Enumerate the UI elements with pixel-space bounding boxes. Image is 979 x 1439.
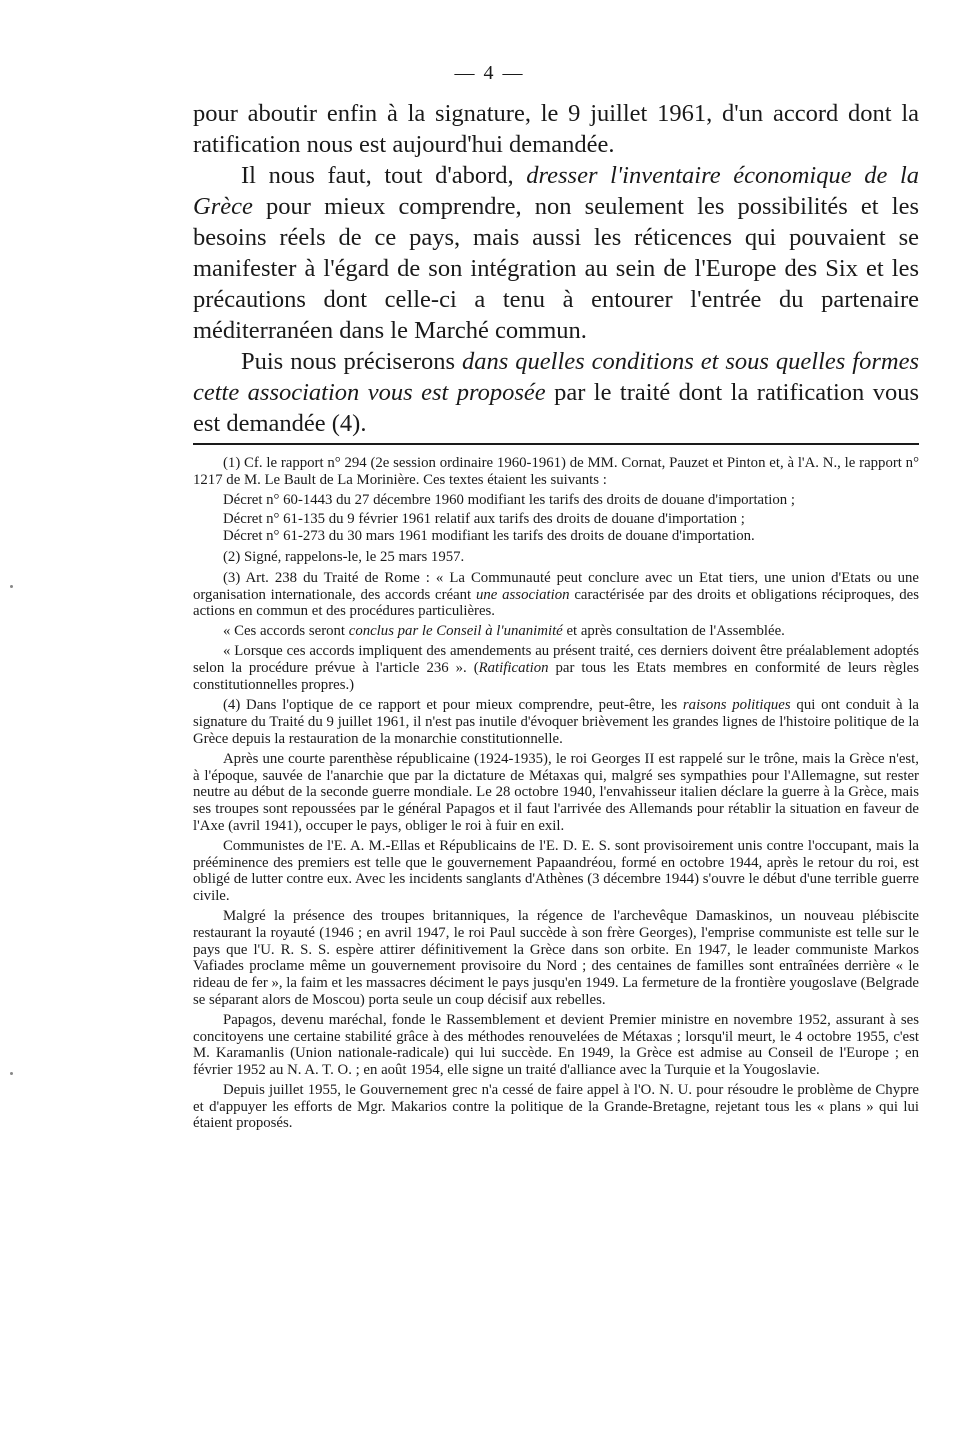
footnotes (193, 455, 919, 1135)
body-paragraph-2-emphasis: dresser l'inventaire économique de la Grèce (193, 162, 919, 220)
footnote-1-decree-1: Décret n° 60-1443 du 27 décembre 1960 modifiant les tarifs des droits de douane d'importation ; (223, 491, 795, 508)
footnote-1: (1) Cf. le rapport n° 294 (2e session ordinaire 1960-1961) de MM. Cornat, Pauzet et Pinton et, à l'A. N., le rapport n° 1217 de M. Le Bault de La Morinière. Ces textes étaient les suivants : (193, 455, 919, 488)
body-paragraph-3-text-a: Puis nous préciserons (241, 348, 463, 375)
body-paragraph-3 (193, 346, 919, 439)
footnote-3-paragraph-2 (193, 623, 919, 640)
footnote-4-paragraph-2: Après une courte parenthèse républicaine (1924-1935), le roi Georges II est rappelé sur le trône, mais la Grèce n'est, à l'époque, sauvée de l'anarchie que par la dictature de Métaxas qui, malgré ses sympathies pour l'Allemagne, sut rester neutre au début de la seconde guerre mondiale. Le 28 octobre 1940, l'envahisseur italien déclare la guerre à la Grèce, mais ses troupes sont repoussées par le général Papagos et il faut l'arrivée des Allemands pour rétablir la situation en faveur de l'Axe (avril 1941), occuper le pays, obliger le roi à fuir en exil. (193, 750, 919, 834)
footnote-3-p3-text-a: « Lorsque ces accords impliquent des amendements au présent traité, ces derniers doivent être préalablement adoptés selon la procédure prévue à l'article 236 ». ( (193, 642, 919, 676)
scan-speck (10, 585, 13, 588)
footnote-3-emphasis: une association (475, 586, 570, 603)
footnote-3 (193, 570, 919, 620)
footnote-separator (193, 443, 919, 445)
body-paragraph-3-emphasis: dans quelles conditions et sous quelles formes cette association vous est proposée (193, 348, 919, 406)
footnote-4-text-b: qui ont conduit à la signature du Traité du 9 juillet 1961, il n'est pas inutile d'évoquer brièvement les grandes lignes de l'histoire politique de la Grèce depuis la restauration de la monarchie constitutionnelle. (193, 697, 919, 747)
footnote-1-decree-2: Décret n° 61-135 du 9 février 1961 relatif aux tarifs des droits de douane d'importation ; (223, 511, 745, 528)
footnote-2: (2) Signé, rappelons-le, le 25 mars 1957. (223, 548, 465, 565)
footnote-3-text-b: caractérisée par des droits et obligations réciproques, des actions en commun et des procédures particulières. (193, 586, 919, 620)
footnote-4-paragraph-5: Papagos, devenu maréchal, fonde le Rassemblement et devient Premier ministre en novembre 1952, assurant à ses concitoyens une certaine stabilité grâce à des méthodes renouvelées de Métaxas ; lorsqu'il meurt, le 4 octobre 1955, c'est M. Karamanlis (Union nationale-radicale) qui lui succède. En 1949, la Grèce est admise au Conseil de l'Europe ; en février 1952 au N. A. T. O. ; en août 1954, elle signe un traité d'alliance avec la Turquie et la Yougoslavie. (193, 1011, 919, 1079)
scan-speck (10, 1072, 13, 1075)
body-paragraph-2-text-a: Il nous faut, tout d'abord, (241, 162, 527, 189)
main-body-text (193, 98, 919, 439)
body-paragraph-1: pour aboutir enfin à la signature, le 9 juillet 1961, d'un accord dont la ratification nous est aujourd'hui demandée. (193, 100, 919, 158)
footnote-4-emphasis: raisons politiques (682, 697, 791, 714)
footnote-4-paragraph-4: Malgré la présence des troupes britanniques, la régence de l'archevêque Damaskinos, un nouveau plébiscite restaurant la royauté (1946 ; en avril 1947, le roi Paul succède à son frère Georges), l'emprise communiste est telle sur le pays que l'U. R. S. S. espère attirer définitivement la Grèce dans son orbite. En 1947, le leader communiste Markos Vafiades proclame même un gouvernement provisoire du Nord ; des centaines de familles sont entraînées derrière « le rideau de fer », la faim et les massacres déciment le pays jusqu'en 1949. La fermeture de la frontière yougoslave (Belgrade se séparant alors de Moscou) porta seule un coup décisif aux rebelles. (193, 907, 919, 1008)
footnote-3-paragraph-3 (193, 643, 919, 693)
footnote-4-text-a: (4) Dans l'optique de ce rapport et pour mieux comprendre, peut-être, les (223, 697, 683, 714)
footnote-3-p3-emphasis: Ratification (478, 659, 549, 676)
footnote-4-paragraph-6: Depuis juillet 1955, le Gouvernement grec n'a cessé de faire appel à l'O. N. U. pour résoudre le problème de Chypre et d'appuyer les efforts de Mgr. Makarios contre la politique de la Grande-Bretagne, rejetant tous les « plans » qui lui étaient proposés. (193, 1081, 919, 1132)
footnote-3-p2-emphasis: conclus par le Conseil à l'unanimité (348, 623, 563, 640)
footnote-4-paragraph-3: Communistes de l'E. A. M.-Ellas et Républicains de l'E. D. E. S. sont provisoirement unis contre l'occupant, mais la prééminence des premiers est telle que le gouvernement Papaandréou, formé en octobre 1944, après le retour du roi, est obligé de lutter contre eux. Avec les incidents sanglants d'Athènes (3 décembre 1944) s'ouvre le début d'une terrible guerre civile. (193, 837, 919, 905)
footnote-3-p2-text-b: et après consultation de l'Assemblée. (562, 623, 785, 640)
body-paragraph-2-text-b: pour mieux comprendre, non seulement les possibilités et les besoins réels de ce pays, mais aussi les réticences qui pouvaient se manifester à l'égard de son intégration au sein de l'Europe des Six et les précautions dont celle-ci a tenu à entourer l'entrée du partenaire méditerranéen dans le Marché commun. (193, 193, 919, 344)
page-number: — 4 — (454, 62, 525, 84)
footnote-3-p2-text-a: « Ces accords seront (223, 623, 349, 640)
footnote-4 (193, 697, 919, 747)
footnote-3-text-a: (3) Art. 238 du Traité de Rome : « La Communauté peut conclure avec un Etat tiers, une union d'Etats ou une organisation internationale, des accords créant (193, 569, 919, 603)
footnote-1-decree-3: Décret n° 61-273 du 30 mars 1961 modifiant les tarifs des droits de douane d'importation. (223, 528, 755, 545)
body-paragraph-3-text-b: par le traité dont la ratification vous est demandée (4). (193, 379, 919, 437)
body-paragraph-2 (193, 160, 919, 346)
footnote-3-p3-text-b: par tous les Etats membres en conformité de leurs règles constitutionnelles propres.) (193, 659, 919, 693)
